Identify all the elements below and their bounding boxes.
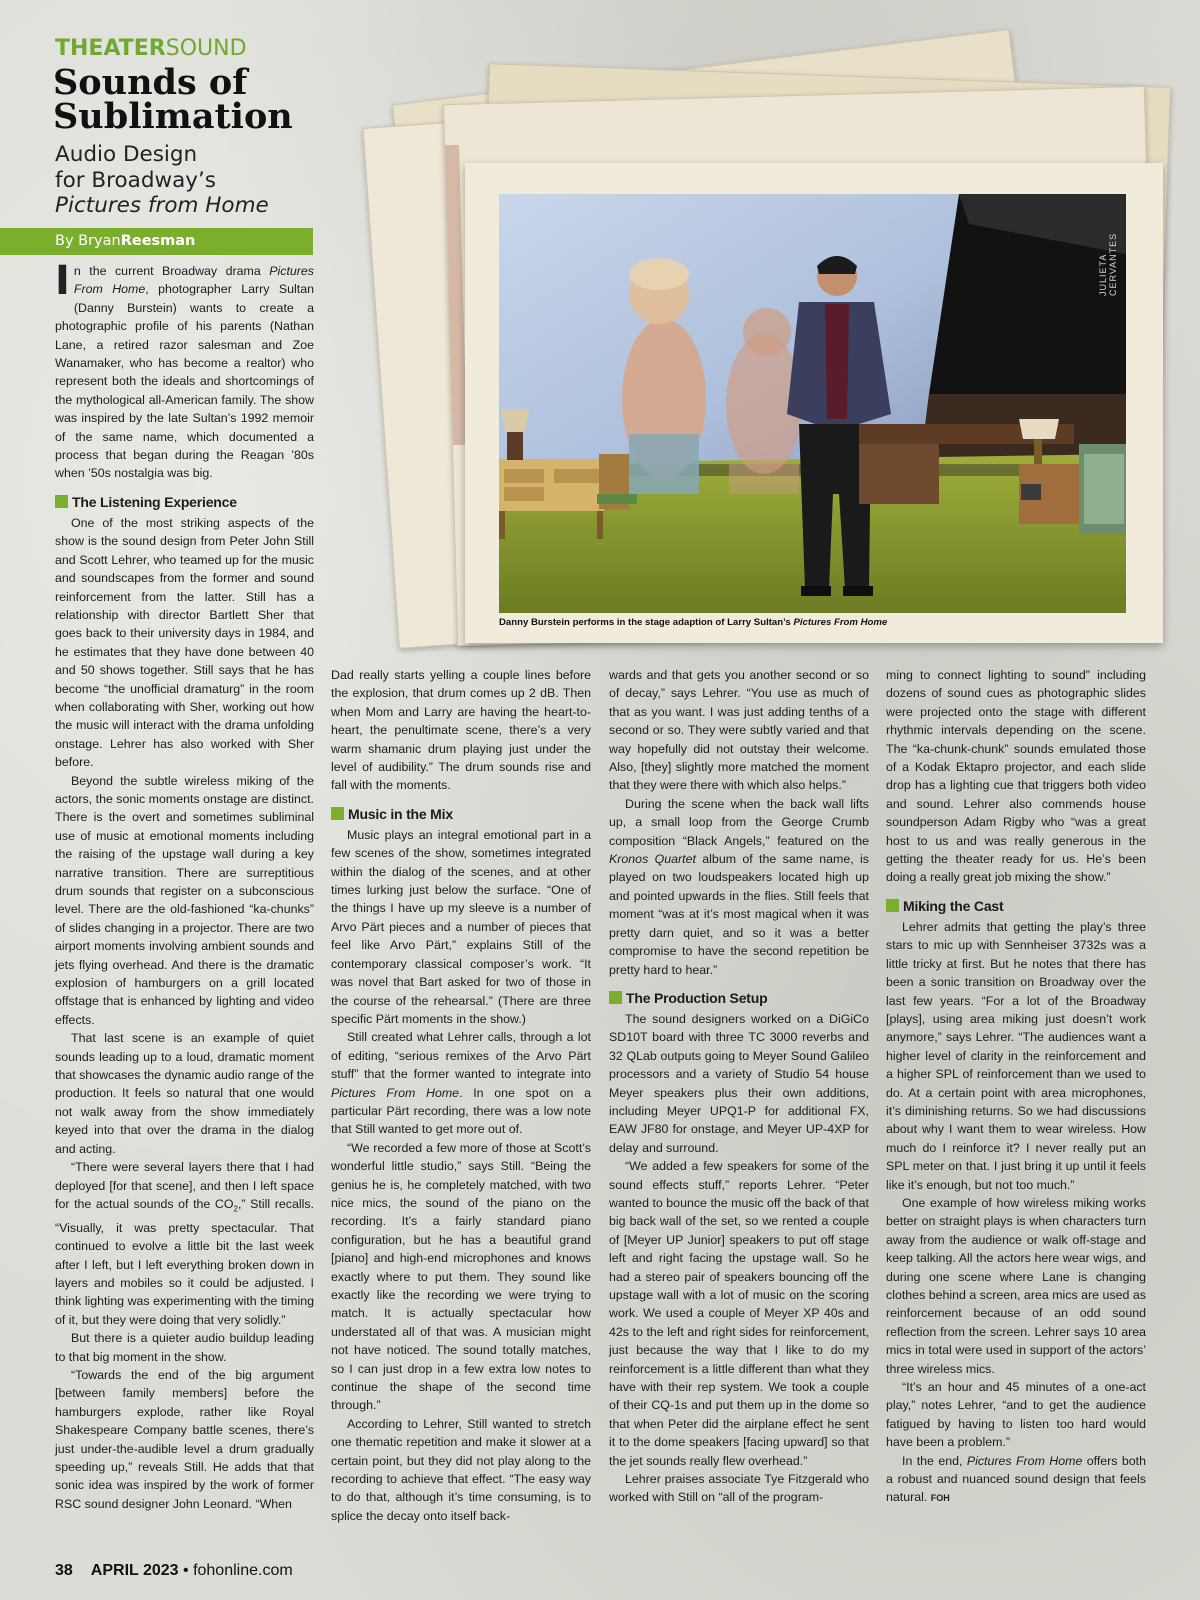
article-column-3 [609,666,869,1507]
text-run: “There were several layers there that I had deployed [for that scene], and then I left space for the actual sounds of the CO [55,1160,314,1211]
paragraph: The sound designers worked on a DiGiCo SD10T board with three TC 3000 reverbs and 32 QLab outputs going to Meyer Sound Galileo processors and a variety of Studio 54 house Meyer speakers plus their own additions, including Meyer UPQ1-P for additional FX, EAW JF80 for onstage, and Meyer UP-4XP for delay and surround. [609,1011,869,1155]
footer-separator: • [183,1562,189,1579]
paragraph: Dad really starts yelling a couple lines before the explosion, that drum comes up 2 dB. Then when Mom and Larry are having the heart-to-heart, the penultimate scene, there’s a very warm shamanic drum playing just under the level of audibility.” The drum sounds rise and fall with the moments. [331,668,591,793]
paragraph: But there is a quieter audio buildup leading to that big moment in the show. [55,1331,314,1364]
subhead-marker [331,807,344,820]
paragraph: ming to connect lighting to sound” including dozens of sound cues as photographic slides were projected onto the stage with different rhythmic intervals depending on the scene. The “ka-chunk-chunk” sounds emulated those of a Kodak Ektapro projector, and each slide drop has a lighting cue that triggers both video and sound. Lehrer also commends house soundperson Adam Rigby who “was a great host to us and was really generous in the getting the theater ready for us. He’s been doing a really great job mixing the show.” [886,668,1146,885]
page-number: 38 [55,1562,73,1579]
byline [0,228,313,255]
page-footer [55,1562,293,1580]
subhead-miking [886,897,1146,916]
text-run: offers both a robust and nuanced sound design that feels natural. [886,1453,1146,1505]
subhead-text: Miking the Cast [903,897,1004,914]
subhead-music [331,805,591,824]
end-mark-logo: FOH [930,1493,950,1504]
paragraph: Lehrer praises associate Tye Fitzgerald who worked with Still on “all of the program- [609,1472,869,1505]
paragraph: wards and that gets you another second or so of decay,” says Lehrer. “You use as much of that as you want. I was just adding tenths of a second or so. They were subtly varied and that way hopefully did not outstay their welcome. Also, [they] slightly more matched the moment that they were there with which also helps.” [609,668,869,793]
paragraph [886,1452,1146,1508]
text-run: . In one spot on a particular Pärt recording, there was a low note that Still wanted to get more out of. [331,1085,591,1137]
paragraph: “We recorded a few more of those at Scott’s wonderful little studio,” says Still. “Being the genius he is, he completely matched, with two nice mics, the sound of the piano on the recording. It’s a fairly standard piano configuration, but he has a beautiful grand [piano] and high-end microphones and knows exactly where to put them. They sound like exactly like the recording we were trying to match. It is actually spectacular how understated all of that was. A musician might not have noticed. The sound totally matches, so I can just drop in a few extra low notes to continue the shape of the second time through.” [331,1140,591,1413]
issue-date: APRIL 2023 [90,1562,179,1579]
text-run: In the end, [902,1453,967,1468]
subtitle-line: Audio Design [55,142,198,167]
article-column-4 [886,666,1146,1508]
section-tag-sound: SOUND [165,36,247,61]
subhead-text: The Listening Experience [72,493,237,510]
paragraph [55,1158,314,1329]
subscript: 2 [233,1204,238,1214]
article-subtitle [55,142,325,219]
section-tag-theater: THEATER [55,36,166,61]
paragraph: One of the most striking aspects of the show is the sound design from Peter John Still and Scott Lehrer, who teamed up for the music and soundscapes from the former and sound reinforcement from the latter. Still has a relationship with director Bartlett Sher that goes back to their university days in 1984, and he estimates that they have done between 40 and 50 shows together. Still says that he has become “the unofficial dramaturg” in the room when collaborating with Sher, working out how the music will interact with the drama unfolding onstage. Lehrer has also worked with Sher before. [55,515,314,770]
photo-credit: JULIETA CERVANTES [1098,232,1118,296]
paragraph: “It’s an hour and 45 minutes of a one-act play,” notes Lehrer, “and to get the audience fatigued by having to listen too hard would have been a problem.” [886,1380,1146,1450]
paragraph [331,1028,591,1138]
footer-website-link[interactable]: fohonline.com [193,1562,293,1579]
paragraph: That last scene is an example of quiet sounds leading up to a loud, dramatic moment that showcases the dynamic audio range of the production. It feels so natural that one would not walk away from the show immediately keyed into that over the drama in the dialog and acting. [55,1031,314,1156]
subhead-text: The Production Setup [626,989,768,1006]
paragraph: One example of how wireless miking works better on straight plays is when characters turn away from the audience or walk off-stage and keep talking. All the actors here wear wigs, and during one scene where Lane is changing clothes behind a screen, area mics are used as reinforcement because of an odd sound reflection from the screen. Lehrer says 10 area mics in total were used in support of the actors’ three wireless mics. [886,1195,1146,1376]
byline-prefix: By Bryan [55,233,121,249]
caption-title: Pictures From Home [793,617,888,628]
paragraph: Beyond the subtle wireless miking of the actors, the sonic moments onstage are distinct. There is the overt and sometimes subliminal use of music at emotional moments including the raising of the upstage wall during a key narrative transition. There are surreptitious drum sounds that register on a subconscious level. There are the old-fashioned “ka-chunks” of slides changing in a projector. There are two airport moments involving ambient sounds and jets flying overhead. And there is the dramatic explosion of hamburgers on a grill located offstage that is enhanced by lighting and video effects. [55,773,314,1027]
article-column-2 [331,666,591,1525]
caption-text: Danny Burstein performs in the stage adaption of Larry Sultan’s [499,617,794,628]
text-run: Pictures From Home [966,1453,1083,1468]
paragraph: Music plays an integral emotional part in a few scenes of the show, sometimes integrated within the dialog of the scenes, and at other times lurking just below the surface. “One of the things I have up my sleeve is a number of Arvo Pärt pieces and a number of pieces that feel like Arvo Pärt,” explains Still of the contemporary classical composer’s work. “It was novel that Bart asked for two of those in the course of the rehearsal.” (There are three specific Pärt moments in the show.) [331,827,591,1026]
subhead-production [609,989,869,1008]
text-run: ,” Still recalls. “Visually, it was pretty spectacular. That continued to evolve a little bit the last week after I left, but I left everything broken down in layers and mobiles so it could be adjusted. I think lighting was experimenting with the timing of it, but they were doing that very solidly.” [55,1196,314,1327]
paragraph: According to Lehrer, Still wanted to stretch one thematic repetition and make it slower at a certain point, but they did not play along to the recording to achieve that effect. “The easy way to do that, although it’s time consuming, is to splice the decay onto itself back- [331,1416,591,1523]
stage-photo [499,194,1126,613]
byline-author: Reesman [120,233,196,249]
subhead-listening [55,493,314,512]
text-run: n the current Broadway drama [73,264,270,278]
text-run: Pictures From Home [73,264,314,297]
paragraph: Lehrer admits that getting the play’s three stars to mic up with Sennheiser 3732s was a little tricky at first. But he notes that there has been a sonic transition on Broadway over the last few years. “For a lot of the Broadway [plays], using area miking just doesn’t work anymore,” says Lehrer. “The audiences want a higher level of clarity in the reinforcement and a higher SPL of reinforcement than we used to do. At a certain point with area microphones, it’s diminishing returns. So we had discussions about why I want them to wear wireless. How much do I reinforce it? I never really put an SPL meter on that. I just bring it up until it feels like it’s enough, but not too much.” [886,919,1146,1192]
article-column-1 [55,258,314,1513]
text-run: album of the same name, is played on two loudspeakers located high up and pointed upwards in the flies. Still feels that moment “was at it’s most magical when it was pretty darn quiet, and so it was a better compromise to have the second repetition be pretty hard to hear.” [609,852,869,977]
text-run: During the scene when the back wall lifts up, a small loop from the George Crumb composition “Black Angels,” featured on the [609,796,869,848]
subtitle-line: for Broadway’s [55,167,217,193]
paragraph: “Towards the end of the big argument [between family members] before the hamburgers explode, rather like Royal Shakespeare Company battle scenes, there’s just under-the-audible level a drum gradually speeding up,” reveals Still. He adds that that sonic idea was inspired by the work of former RSC sound designer John Leonard. “When [55,1368,314,1511]
text-run: Still created what Lehrer calls, through a lot of editing, “serious remixes of the Arvo Pärt stuff” that the former wanted to integrate into [331,1030,591,1082]
subhead-marker [55,495,68,508]
paragraph [609,795,869,979]
drop-cap: I [55,258,70,304]
text-run: Kronos Quartet [609,852,696,867]
photo-caption [499,617,1126,628]
subhead-marker [609,991,622,1004]
subhead-text: Music in the Mix [348,805,453,822]
text-run: , photographer Larry Sultan (Danny Burstein) wants to create a photographic profile of his parents (Nathan Lane, a retired razor salesman and Zoe Wanamaker, who has become a realtor) who represent both the ideals and shortcomings of the mythological all-American family. The show was inspired by the late Sultan’s 1992 memoir of the same name, which documented a process that began during the Reagan ’80s when ’50s nostalgia was big. [55,282,314,481]
intro-paragraph [55,258,314,483]
paragraph: “We added a few speakers for some of the sound effects stuff,” reports Lehrer. “Peter wanted to bounce the music off the back of that big back wall of the set, so we rented a couple of [Meyer UP Junior] speakers to put off stage left and right facing the upstage wall. So he had a stereo pair of speakers bouncing off the upstage wall with a lot of music on the scoring work. We used a couple of Meyer XP 40s and 42s to the left and right sides for reinforcement, just because the way that I like to do my reinforcement is a little different than what they have with their rep system. We took a couple of their CQ-1s and put them up in the dome so that when Peter did the airplane effect he sent it to the dome speakers [facing upward] so that the jet sounds really flew overhead.” [609,1159,869,1468]
article-title: Sounds of Sublimation [53,62,293,137]
section-tag [55,36,247,61]
text-run: Pictures From Home [331,1085,460,1100]
subtitle-line: Pictures from Home [55,193,269,218]
subhead-marker [886,899,899,912]
